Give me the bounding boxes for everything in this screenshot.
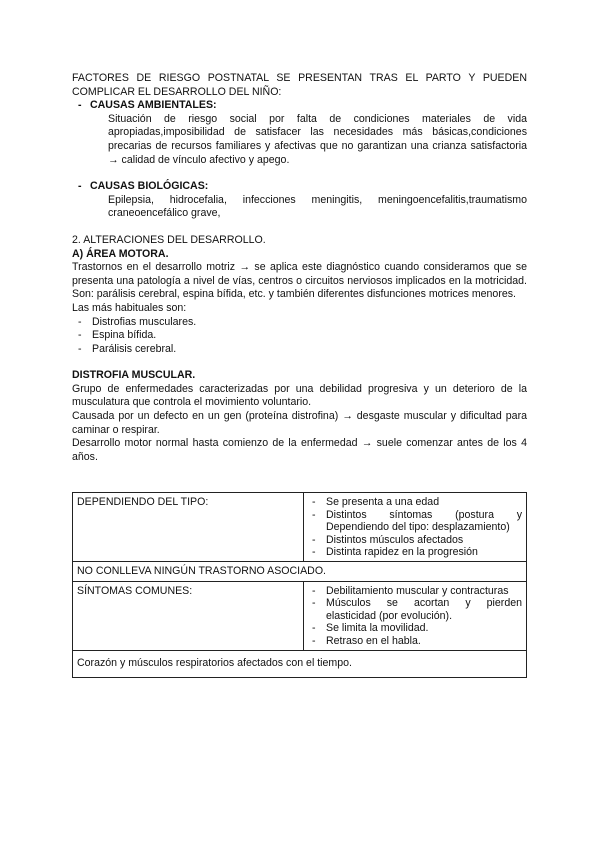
table-row bbox=[73, 581, 527, 650]
distrofia-p2: Causada por un defecto en un gen (proteína distrofina) → desgaste muscular y dificultad para caminar o respirar. bbox=[72, 410, 527, 436]
distrofia-table bbox=[72, 492, 527, 678]
table-list-item: - Distinta rapidez en la progresión bbox=[308, 546, 522, 558]
table-list-item: - Debilitamiento muscular y contracturas bbox=[308, 585, 522, 597]
table-cell-full: Corazón y músculos respiratorios afectados con el tiempo. bbox=[73, 650, 527, 677]
table-cell-label: SÍNTOMAS COMUNES: bbox=[73, 581, 304, 650]
list-item: - Espina bífida. bbox=[72, 329, 527, 343]
table-cell-label: DEPENDIENDO DEL TIPO: bbox=[73, 493, 304, 562]
table-list-item: - Distintos síntomas (postura y Dependiendo del tipo: desplazamiento) bbox=[308, 509, 522, 534]
table-row bbox=[73, 562, 527, 581]
habituales-list bbox=[72, 316, 527, 357]
table-list-item: - Músculos se acortan y pierden elasticidad (por evolución). bbox=[308, 597, 522, 622]
biologicas-heading: - CAUSAS BIOLÓGICAS: bbox=[72, 180, 527, 194]
table-cell-full: NO CONLLEVA NINGÚN TRASTORNO ASOCIADO. bbox=[73, 562, 527, 581]
table-cell-list bbox=[304, 581, 527, 650]
table-row bbox=[73, 493, 527, 562]
list-item: - Parálisis cerebral. bbox=[72, 343, 527, 357]
section2-heading: 2. ALTERACIONES DEL DESARROLLO. bbox=[72, 233, 266, 246]
ambientales-text: Situación de riesgo social por falta de condiciones materiales de vida apropiadas,imposibilidad de satisfacer las necesidades más básicas,condiciones precarias de recursos familiares y afectivas que no garantizan una crianza satisfactoria → calidad de vínculo afectivo y apego. bbox=[108, 112, 527, 166]
table-list-item: - Retraso en el habla. bbox=[308, 635, 522, 647]
list-item: - Distrofias musculares. bbox=[72, 316, 527, 330]
list-intro: Las más habituales son: bbox=[72, 301, 187, 314]
table-row bbox=[73, 650, 527, 677]
intro-paragraph: FACTORES DE RIESGO POSTNATAL SE PRESENTAN TRAS EL PARTO Y PUEDEN COMPLICAR EL DESARROLLO DEL NIÑO: bbox=[72, 72, 527, 98]
distrofia-heading: DISTROFIA MUSCULAR. bbox=[72, 369, 196, 382]
table-list-item: - Distintos músculos afectados bbox=[308, 534, 522, 546]
table-list-item: - Se presenta a una edad bbox=[308, 496, 522, 508]
table-cell-list bbox=[304, 493, 527, 562]
distrofia-p1: Grupo de enfermedades caracterizadas por una debilidad progresiva y un deterioro de la musculatura que controla el movimiento voluntario. bbox=[72, 382, 527, 409]
area-motora-text: Trastornos en el desarrollo motriz → se aplica este diagnóstico cuando consideramos que se presenta una patología a nivel de vías, centros o circuitos nerviosos implicados en la motricidad. Son: parálisis cerebral, espina bífida, etc. y también diferentes disfunciones motrices menores. bbox=[72, 261, 527, 301]
area-motora-heading: A) ÁREA MOTORA. bbox=[72, 247, 169, 260]
distrofia-p3: Desarrollo motor normal hasta comienzo de la enfermedad → suele comenzar antes de los 4 años. bbox=[72, 437, 527, 463]
biologicas-text: Epilepsia, hidrocefalia, infecciones meningitis, meningoencefalitis,traumatismo craneoencefálico grave, bbox=[108, 193, 527, 220]
ambientales-heading: - CAUSAS AMBIENTALES: bbox=[72, 99, 527, 113]
document-page bbox=[72, 72, 527, 678]
table-list-item: - Se limita la movilidad. bbox=[308, 622, 522, 634]
